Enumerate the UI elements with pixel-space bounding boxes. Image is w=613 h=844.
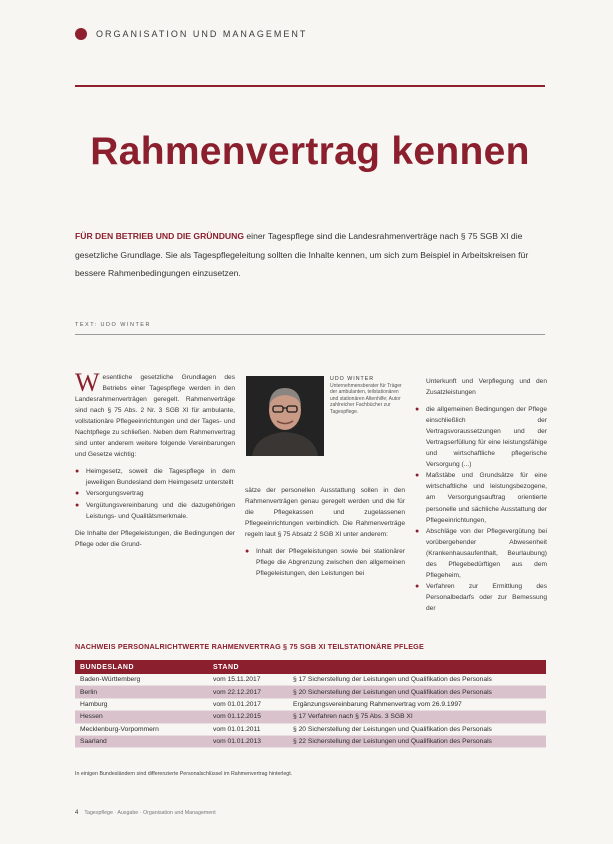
table-cell: Berlin xyxy=(75,686,208,698)
column-header: BUNDESLAND xyxy=(75,660,208,674)
intro-lead: FÜR DEN BETRIEB UND DIE GRÜNDUNG xyxy=(75,231,245,241)
table-footnote: In einigen Bundesländern sind differenzierte Personalschlüssel im Rahmenvertrag hinterlegt. xyxy=(75,771,293,777)
table-row xyxy=(75,735,546,747)
table-cell: Hamburg xyxy=(75,698,208,710)
byline-divider xyxy=(75,334,545,335)
list-item: ● Vergütungsvereinbarung und die dazugehörigen Leistungs- und Qualitätsmerkmale. xyxy=(75,500,235,522)
article-column-1 xyxy=(75,368,235,556)
col3-paragraph-1: Unterkunft und Verpflegung und den Zusatzleistungen xyxy=(426,378,547,397)
col2-paragraph-1: sätze der personellen Ausstattung sollen in den Rahmenverträgen genau geregelt werden und die für die Pflegekassen und zugelassenen Pflegeeinrichtungen verbindlich. Die Rahmenverträge regeln laut § 75 Absatz 2 SGB XI unter anderem: xyxy=(245,487,405,539)
personnel-table xyxy=(75,660,546,748)
table-row xyxy=(75,711,546,723)
table-cell: § 17 Sicherstellung der Leistungen und Qualifikation des Personals xyxy=(288,674,546,686)
table-cell: vom 01.12.2015 xyxy=(208,711,288,723)
table-row xyxy=(75,723,546,735)
table-cell: vom 15.11.2017 xyxy=(208,674,288,686)
list-item: ● Inhalt der Pflegeleistungen sowie bei stationärer Pflege die Abgrenzung zwischen den allgemeinen Pflegeleistungen, den Leistungen bei xyxy=(245,546,405,579)
table-cell: vom 01.01.2017 xyxy=(208,698,288,710)
column-header: STAND xyxy=(208,660,288,674)
table-cell: vom 22.12.2017 xyxy=(208,686,288,698)
intro-text: einer Tagespflege sind die Landesrahmenverträge nach § 75 SGB XI die gesetzliche Grundlage. Sie als Tagespflegeleitung sollten die Inhalte kennen, um sich zum Beispiel in Arbeitskreisen für bessere Rahmenbedingungen einzusetzen. xyxy=(75,231,529,278)
portrait-image xyxy=(246,376,324,456)
col1-paragraph-2: Die Inhalte der Pflegeleistungen, die Bedingungen der Pflege oder die Grund- xyxy=(75,529,235,548)
col1-paragraph-1: esentliche gesetzliche Grundlagen des Betriebs einer Tagespflege werden in den Landesrahmenverträgen geregelt. Rahmenverträge sind nach § 75 Abs. 2 Nr. 3 SGB XI für ambulante, vollstationäre Pflegeeinrichtungen und der Tages- und Nachtpflege zu schließen. Neben dem Rahmenvertrag sind unter anderem weitere folgende Vereinbarungen und Gesetze wichtig: xyxy=(75,374,235,459)
list-item: ● Verfahren zur Ermittlung des Personalbedarfs oder zur Bemessung der xyxy=(415,581,547,614)
section-bullet-icon xyxy=(75,28,87,40)
table-cell: § 20 Sicherstellung der Leistungen und Qualifikation des Personals xyxy=(288,686,546,698)
table-row xyxy=(75,698,546,710)
author-name: UDO WINTER xyxy=(330,376,375,382)
list-item: ● Abschläge von der Pflegevergütung bei vorübergehender Abwesenheit (Krankenhausaufenthalt, Beurlaubung) des Pflegebedürftigen aus dem Pflegeheim, xyxy=(415,526,547,581)
byline: TEXT: UDO WINTER xyxy=(75,322,151,328)
list-item: ● die allgemeinen Bedingungen der Pflege einschließlich der Vertragsvoraussetzungen und der Vertragserfüllung für eine leistungsfähige und wirtschaftliche pflegerische Versorgung (...) xyxy=(415,404,547,470)
list-item: ● Heimgesetz, soweit die Tagespflege in dem jeweiligen Bundesland dem Heimgesetz unterstellt xyxy=(75,466,235,488)
table-header-row xyxy=(75,660,546,674)
page-number: 4 xyxy=(75,810,79,816)
section-header xyxy=(75,28,307,40)
dropcap: W xyxy=(75,368,100,397)
table-row xyxy=(75,686,546,698)
table-cell: vom 01.01.2013 xyxy=(208,735,288,747)
table-cell: vom 01.01.2011 xyxy=(208,723,288,735)
author-portrait xyxy=(246,376,324,456)
author-description: Unternehmensberater für Träger der ambulanten, teilstationären und stationären Altenhilfe; Autor zahlreicher Fachbücher zur Tagespflege. xyxy=(330,382,402,415)
intro-paragraph xyxy=(75,227,547,283)
article-column-2 xyxy=(245,485,405,579)
article-column-3 xyxy=(415,376,547,614)
table-cell: § 17 Verfahren nach § 75 Abs. 3 SGB XI xyxy=(288,711,546,723)
list-item: ● Maßstäbe und Grundsätze für eine wirtschaftliche und leistungsbezogene, am Versorgungsauftrag orientierte personelle und sächliche Ausstattung der Pflegeeinrichtungen, xyxy=(415,470,547,525)
table-title: NACHWEIS PERSONALRICHTWERTE RAHMENVERTRAG § 75 SGB XI TEILSTATIONÄRE PFLEGE xyxy=(75,642,424,651)
table-cell: Baden-Württemberg xyxy=(75,674,208,686)
col3-bullet-list xyxy=(415,404,547,614)
table-cell: Mecklenburg-Vorpommern xyxy=(75,723,208,735)
table-row xyxy=(75,674,546,686)
col1-bullet-list xyxy=(75,466,235,521)
footer-text: Tagespflege · Ausgabe · Organisation und Management xyxy=(84,810,216,816)
table-cell: Ergänzungsvereinbarung Rahmenvertrag vom 26.9.1997 xyxy=(288,698,546,710)
column-header xyxy=(288,660,546,674)
table-cell: § 22 Sicherstellung der Leistungen und Qualifikation des Personals xyxy=(288,735,546,747)
table-cell: Hessen xyxy=(75,711,208,723)
col2-bullet-list xyxy=(245,546,405,579)
page-footer xyxy=(75,810,216,816)
section-label: ORGANISATION UND MANAGEMENT xyxy=(96,29,308,39)
header-divider xyxy=(75,85,545,87)
page-title: Rahmenvertrag kennen xyxy=(90,130,530,173)
table-cell: § 20 Sicherstellung der Leistungen und Qualifikation des Personals xyxy=(288,723,546,735)
list-item: ● Versorgungsvertrag xyxy=(75,488,235,499)
table-cell: Saarland xyxy=(75,735,208,747)
portrait-caption xyxy=(330,376,408,416)
